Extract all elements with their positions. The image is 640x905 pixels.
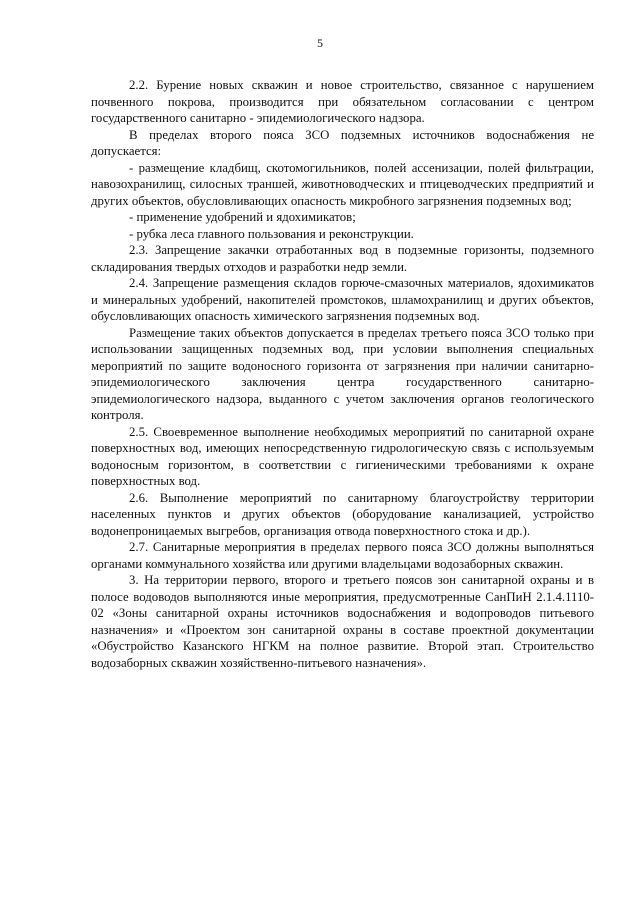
paragraph-2-4: 2.4. Запрещение размещения складов горюче-смазочных материалов, ядохимикатов и минеральных удобрений, накопителей промстоков, шламохранилищ и других объектов, обусловливающих опасность химического загрязнения подземных вод. [91, 276, 594, 323]
paragraph-2-6: 2.6. Выполнение мероприятий по санитарному благоустройству территории населенных пунктов и других объектов (оборудование канализацией, устройство водонепроницаемых выгребов, организация отвода поверхностного стока и др.). [91, 490, 594, 538]
paragraph-2-3: 2.3. Запрещение закачки отработанных вод в подземные горизонты, подземного складирования твердых отходов и разработки недр земли. [91, 243, 594, 274]
page-number: 5 [317, 36, 323, 50]
paragraph-2-7: 2.7. Санитарные мероприятия в пределах первого пояса ЗСО должны выполняться органами коммунального хозяйства или другими владельцами водозаборных скважин. [91, 540, 594, 571]
paragraph-2-5: 2.5. Своевременное выполнение необходимых мероприятий по санитарной охране поверхностных вод, имеющих непосредственную гидрологическую связь с используемым водоносным горизонтом, в соответствии с гигиеническими требованиями к охране поверхностных вод. [91, 424, 594, 488]
paragraph-2-2: 2.2. Бурение новых скважин и новое строительство, связанное с нарушением почвенного покрова, производится при обязательном согласовании с центром государственного санитарно - эпидемиологического надзора. [91, 78, 594, 125]
list-item-fertilizers: - применение удобрений и ядохимикатов; [129, 210, 356, 224]
list-item-cemeteries: - размещение кладбищ, скотомогильников, полей ассенизации, полей фильтрации, навозохранилищ, силосных траншей, животноводческих и птицеводческих предприятий и других объектов, обусловливающих опасность микробного загрязнения подземных вод; [91, 160, 594, 208]
list-item-logging: - рубка леса главного пользования и реконструкции. [129, 226, 414, 241]
paragraph-zone-2-intro: В пределах второго пояса ЗСО подземных источников водоснабжения не допускается: [91, 127, 594, 158]
paragraph-zone-3-placement: Размещение таких объектов допускается в пределах третьего пояса ЗСО только при использовании защищенных подземных вод, при условии выполнения специальных мероприятий по защите водоносного горизонта от загрязнения при наличии санитарно-эпидемиологического заключения центра государственного санитарно-эпидемиологического надзора, выданного с учетом заключения органов геологического контроля. [91, 325, 594, 422]
document-body [91, 77, 594, 671]
paragraph-3: 3. На территории первого, второго и третьего поясов зон санитарной охраны и в полосе водоводов выполняются иные мероприятия, предусмотренные СанПиН 2.1.4.1110-02 «Зоны санитарной охраны источников водоснабжения и водопроводов питьевого назначения» и «Проектом зон санитарной охраны в составе проектной документации «Обустройство Казанского НГКМ на полное развитие. Второй этап. Строительство водозаборных скважин хозяйственно-питьевого назначения». [91, 573, 594, 670]
